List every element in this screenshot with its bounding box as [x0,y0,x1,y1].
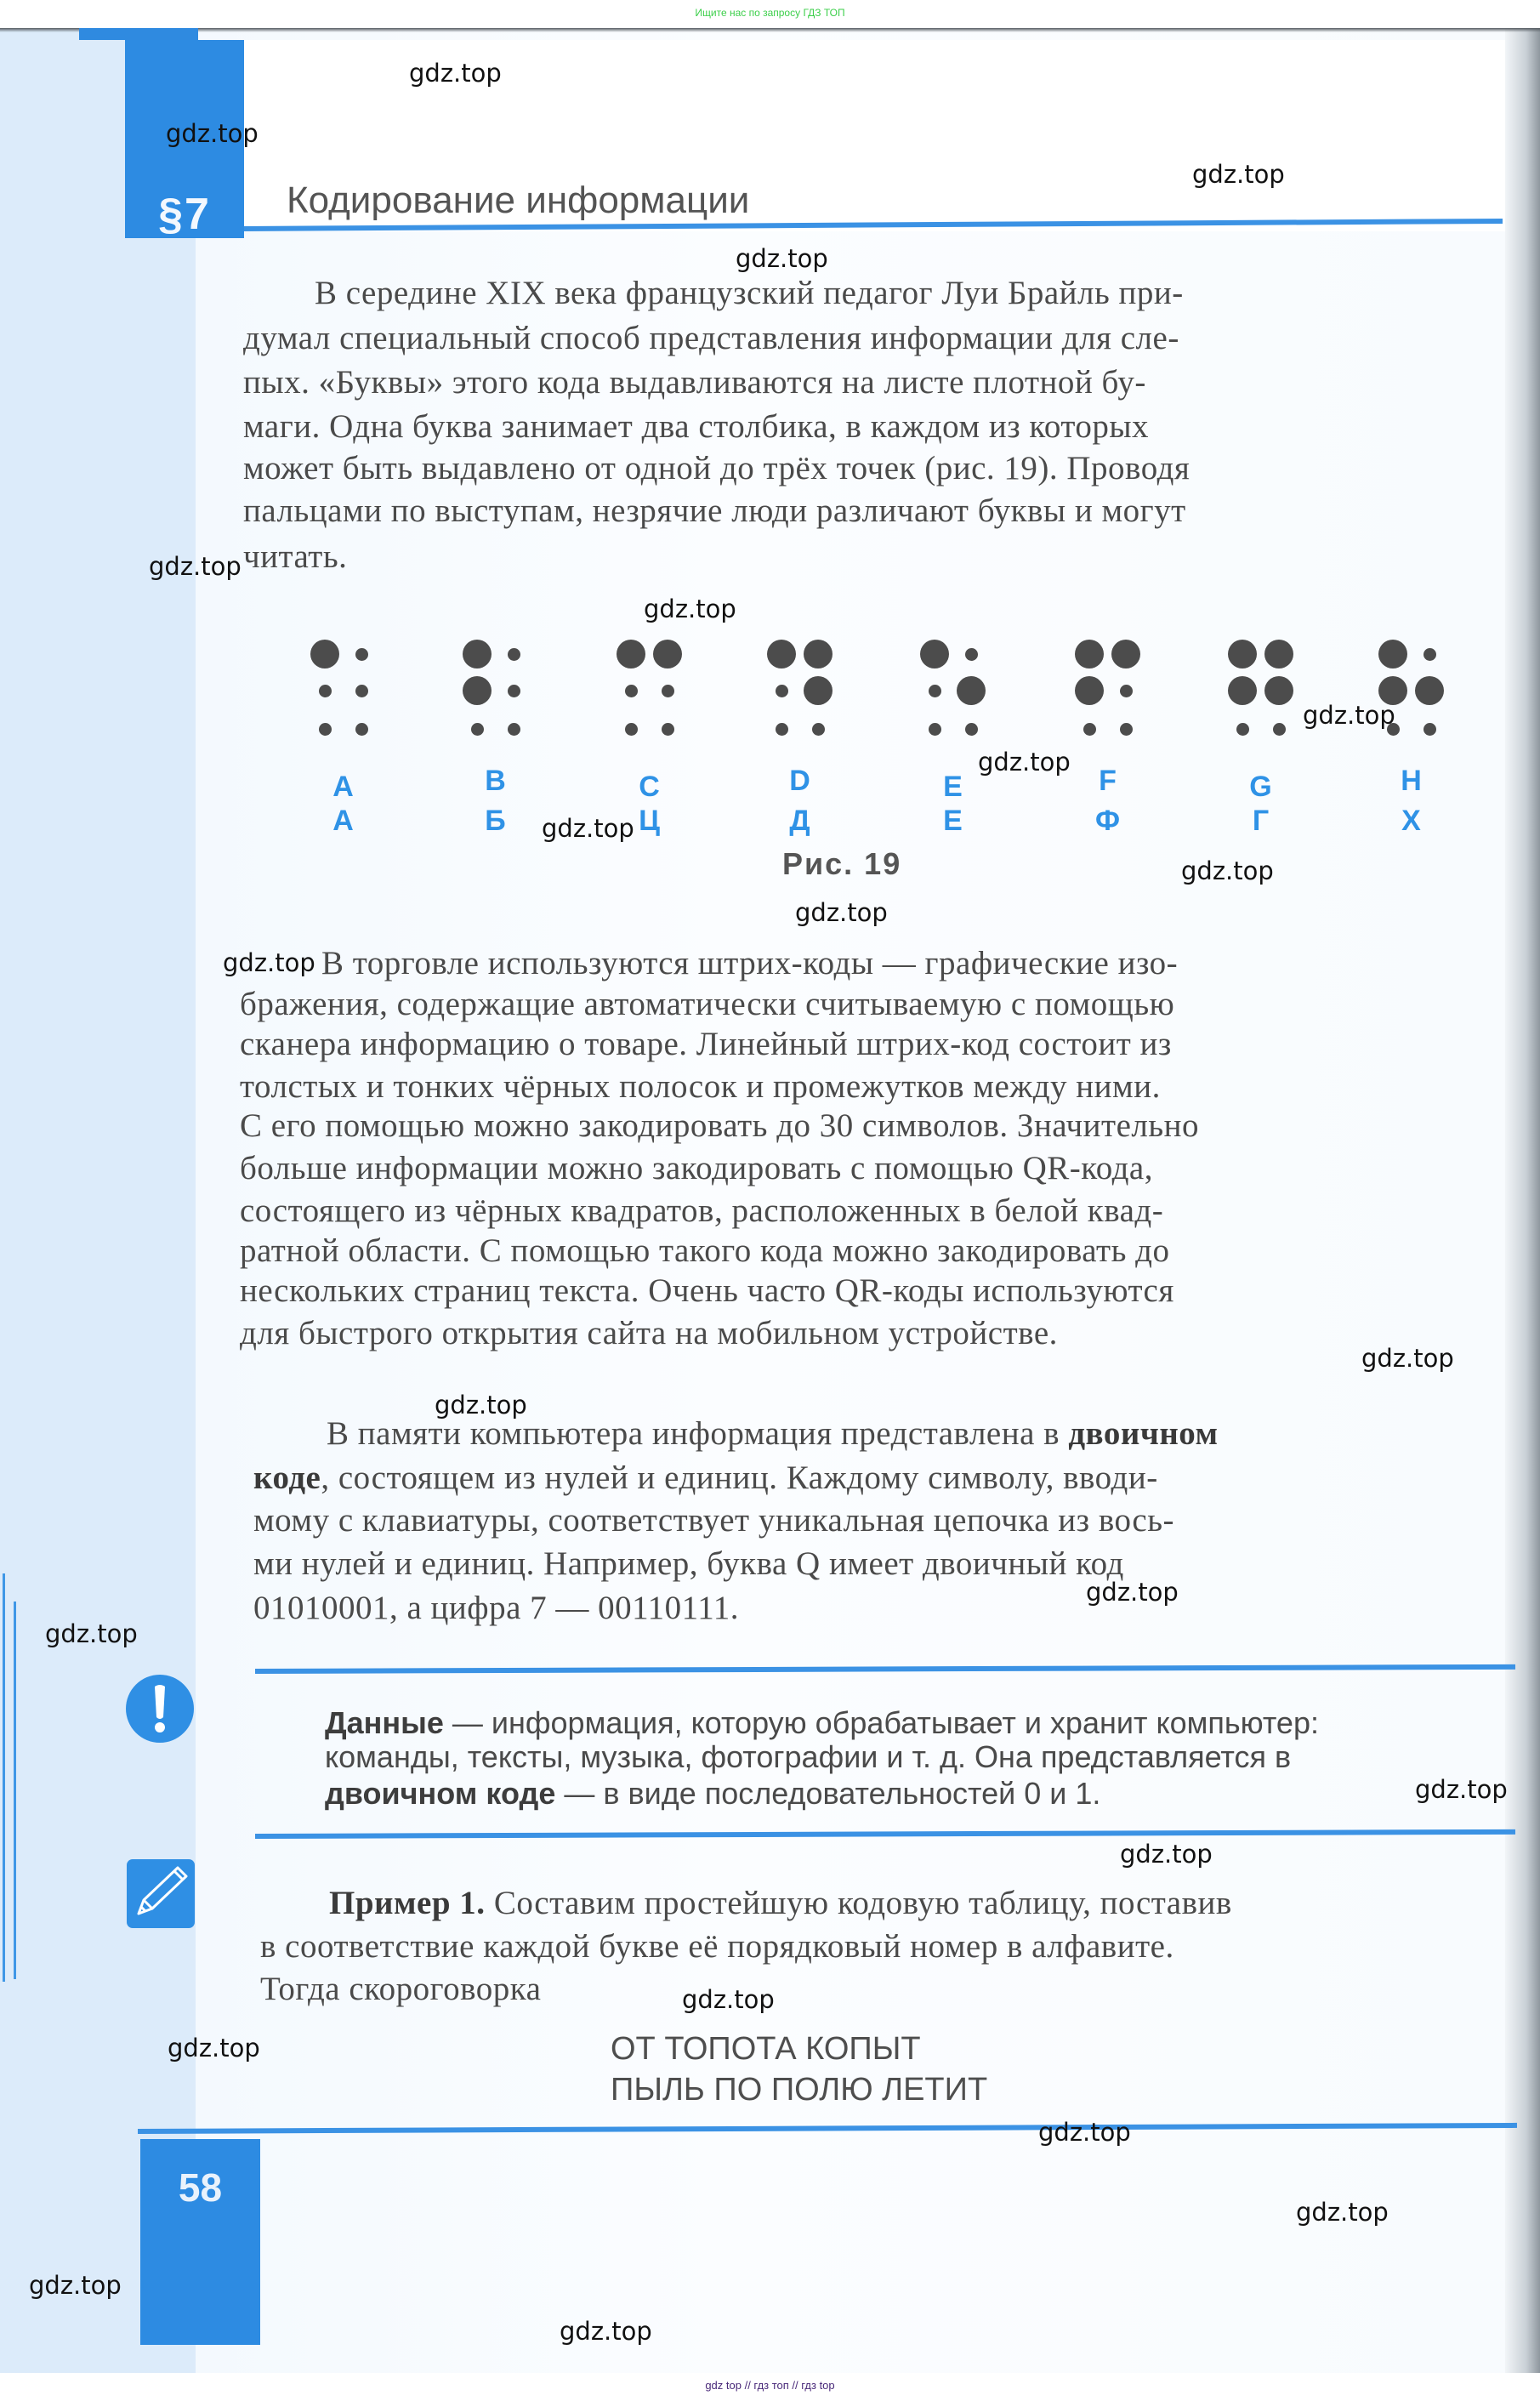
braille-dot-raised [1264,640,1293,669]
text-line: ратной области. С помощью такого кода можно закодировать до [240,1232,1170,1269]
figure-caption: Рис. 19 [782,846,902,881]
watermark: gdz.top [1296,2198,1389,2227]
braille-dot-flat [1120,723,1133,736]
bold-term: коде [253,1459,321,1496]
watermark: gdz.top [1415,1775,1508,1804]
braille-latin-letter: D [789,765,810,797]
watermark: gdz.top [795,898,888,927]
definition-term: двоичном коде [325,1776,556,1811]
braille-dot-raised [804,676,833,705]
text-line: нескольких страниц текста. Очень часто QR-коды используются [240,1272,1174,1309]
braille-dot-flat [662,685,674,697]
braille-dot-raised [1075,676,1104,705]
braille-dot-flat [1273,723,1286,736]
braille-latin-letter: H [1401,765,1422,797]
text-line: читать. [243,538,348,575]
definition-line: Данные — информация, которую обрабатывает и хранит компьютер: [325,1705,1319,1740]
text-line: ми нулей и единиц. Например, буква Q имеет двоичный код [253,1545,1124,1582]
scan-top-shadow [0,28,1540,32]
text-line: пальцами по выступам, незрячие люди различают буквы и могут [243,492,1186,529]
braille-cyrillic-letter: Г [1252,805,1270,837]
watermark: gdz.top [29,2271,122,2300]
exclamation-icon [126,1675,194,1743]
tongue-twister-line: ОТ ТОПОТА КОПЫТ [611,2031,921,2067]
braille-dot-flat [1424,723,1436,736]
braille-latin-letter: G [1249,771,1272,803]
page-number: 58 [178,2165,223,2210]
braille-dot-raised [1378,640,1407,669]
braille-dot-raised [1228,640,1257,669]
watermark: gdz.top [1303,701,1395,730]
braille-dot-flat [625,685,638,697]
braille-dot-raised [920,640,949,669]
text-line: толстых и тонких чёрных полосок и промежутков между ними. [240,1068,1161,1105]
braille-dot-flat [1083,723,1096,736]
braille-dot-raised [1111,640,1140,669]
margin-line [3,1573,5,1982]
watermark: gdz.top [560,2317,652,2346]
watermark: gdz.top [45,1619,138,1648]
braille-dot-flat [355,648,368,661]
text-line: маги. Одна буква занимает два столбика, в каждом из которых [243,408,1150,445]
text-line: бражения, содержащие автоматически считываемую с помощью [240,986,1175,1022]
section-number: §7 [158,190,211,239]
braille-dot-flat [355,723,368,736]
text-line: В памяти компьютера информация представлена в двоичном [327,1415,1219,1452]
text-line: В торговле используются штрих-коды — графические изо- [321,945,1179,981]
braille-cyrillic-letter: Е [943,805,963,837]
text-line: 01010001, а цифра 7 — 00110111. [253,1590,740,1626]
definition-term: Данные [325,1705,444,1740]
braille-dot-flat [929,685,941,697]
braille-dot-raised [1415,676,1444,705]
braille-dot-raised [463,640,492,669]
braille-cyrillic-letter: А [332,805,354,837]
text-line: В середине XIX века французский педагог Луи Брайль при- [315,275,1184,311]
watermark: gdz.top [542,814,634,843]
braille-latin-letter: C [639,771,660,803]
braille-dot-flat [319,685,332,697]
tongue-twister-line: ПЫЛЬ ПО ПОЛЮ ЛЕТИТ [611,2072,988,2108]
braille-dot-raised [957,676,986,705]
watermark: gdz.top [409,59,502,88]
pencil-icon [127,1859,195,1928]
text-line: для быстрого открытия сайта на мобильном устройстве. [240,1315,1058,1351]
text-line: Тогда скороговорка [260,1971,542,2007]
watermark: gdz.top [168,2034,260,2062]
braille-dot-raised [1228,676,1257,705]
text-line: может быть выдавлено от одной до трёх точек (рис. 19). Проводя [243,450,1191,486]
watermark: gdz.top [644,595,736,623]
footer-banner: gdz top // гдз топ // гдз top [0,2373,1540,2401]
braille-dot-raised [804,640,833,669]
watermark: gdz.top [1038,2118,1131,2147]
page-edge-shadow [1505,28,1540,2373]
text-line: состоящего из чёрных квадратов, расположенных в белой квад- [240,1192,1164,1229]
braille-cyrillic-letter: Д [789,805,810,837]
margin-line [14,1602,16,1979]
watermark: gdz.top [149,552,242,581]
braille-dot-flat [1120,685,1133,697]
braille-cyrillic-letter: Б [485,805,506,837]
braille-latin-letter: E [943,771,963,803]
braille-dot-raised [1075,640,1104,669]
watermark: gdz.top [1181,856,1274,885]
watermark: gdz.top [736,244,828,273]
header-tab [79,28,198,40]
text-line: пых. «Буквы» этого кода выдавливаются на листе плотной бу- [243,364,1146,401]
definition-line: двоичном коде — в виде последовательностей 0 и 1. [325,1776,1101,1811]
braille-cyrillic-letter: Ф [1094,805,1121,837]
braille-dot-flat [625,723,638,736]
braille-dot-flat [319,723,332,736]
braille-latin-letter: F [1099,765,1117,797]
braille-dot-raised [653,640,682,669]
braille-dot-raised [1264,676,1293,705]
watermark: gdz.top [166,119,259,148]
braille-dot-flat [662,723,674,736]
page-title: Кодирование информации [287,179,750,221]
bold-term: двоичном [1068,1415,1219,1452]
braille-dot-raised [310,640,339,669]
braille-dot-raised [767,640,796,669]
braille-latin-letter: B [485,765,506,797]
braille-dot-flat [965,723,978,736]
text-line: в соответствие каждой букве её порядковый номер в алфавите. [260,1928,1174,1965]
braille-dot-raised [463,676,492,705]
text-line: коде, состоящем из нулей и единиц. Каждому символу, вводи- [253,1459,1158,1496]
text-line: Пример 1. Составим простейшую кодовую таблицу, поставив [329,1885,1232,1921]
watermark: gdz.top [682,1985,775,2014]
watermark: gdz.top [1192,160,1285,189]
watermark: gdz.top [435,1391,527,1420]
watermark: gdz.top [1086,1578,1179,1607]
text-line: С его помощью можно закодировать до 30 символов. Значительно [240,1107,1200,1144]
watermark: gdz.top [1361,1344,1454,1373]
example-label: Пример 1. [329,1885,486,1921]
braille-dot-flat [355,685,368,697]
top-banner: Ищите нас по запросу ГДЗ ТОП [0,0,1540,28]
braille-dot-flat [812,723,825,736]
page-number-badge [140,2139,260,2345]
braille-dot-flat [929,723,941,736]
braille-dot-flat [471,723,484,736]
braille-dot-flat [508,648,520,661]
braille-dot-flat [776,723,788,736]
definition-line: команды, тексты, музыка, фотографии и т. д. Она представляется в [325,1739,1292,1774]
watermark: gdz.top [978,748,1071,777]
braille-dot-flat [1424,648,1436,661]
watermark: gdz.top [1120,1840,1213,1869]
left-margin [0,28,196,2373]
text-line: думал специальный способ представления информации для сле- [243,320,1179,356]
text-line: больше информации можно закодировать с помощью QR-кода, [240,1150,1153,1186]
braille-dot-raised [617,640,645,669]
watermark: gdz.top [223,948,315,977]
braille-latin-letter: A [332,771,354,803]
text-line: сканера информацию о товаре. Линейный штрих-код состоит из [240,1026,1172,1062]
braille-dot-flat [508,723,520,736]
braille-dot-flat [776,685,788,697]
text-line: мому с клавиатуры, соответствует уникальная цепочка из вось- [253,1502,1175,1539]
braille-cyrillic-letter: Х [1401,805,1421,837]
braille-cyrillic-letter: Ц [639,805,660,837]
braille-dot-flat [1236,723,1249,736]
braille-dot-flat [508,685,520,697]
braille-dot-flat [965,648,978,661]
